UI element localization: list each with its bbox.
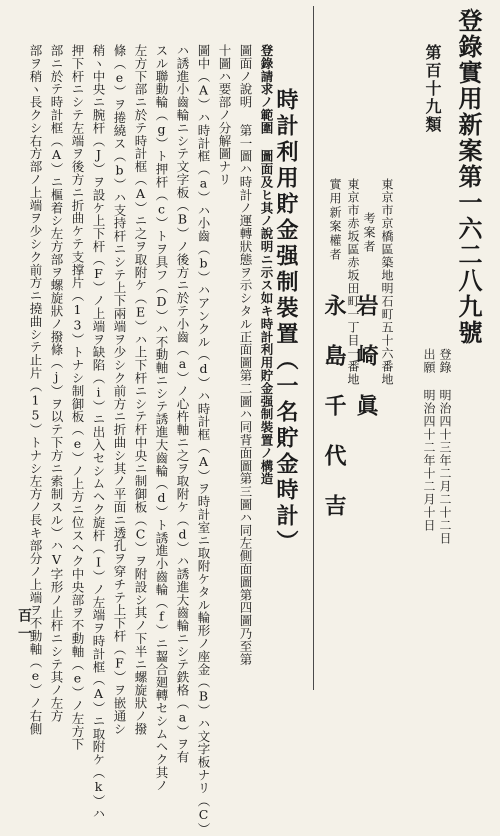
header-divider (313, 6, 314, 690)
body-column: 押下杆ニシテ左端ヲ後方ニ折曲ケテ支撑片（13）トナシ制御板（e）ノ上方ニ位スヘク中央部ヲ不動軸（e）ノ左方下 (70, 44, 85, 751)
inventor-name: 岩崎眞 (353, 294, 379, 444)
owner-role: 實用新案權者 (328, 178, 342, 262)
owner-address: 東京市赤坂區赤坂田町一丁目一番地 (346, 178, 360, 386)
application-date: 出願 明治四十二年十二月十日 (422, 348, 436, 532)
registration-date: 登錄 明治四十三年二月二十二日 (438, 348, 452, 545)
inventor-address: 東京市京橋區築地明石町五十六番地 (380, 178, 394, 386)
class-label: 第百十九類 (423, 44, 442, 134)
body-column: 條（e）ヲ捲繞ス（b）ハ支持杆ニシテ上下兩端ヲ少シク前方ニ折曲シ其ノ平面ニ透孔ヲ穿チテ上下杆（F）ヲ嵌通シ (112, 44, 127, 736)
registration-title: 登錄實用新案第一六二八九號 (454, 8, 483, 346)
body-column: 左方下部ニ於テ時計框（A）ニ之ヲ取附ケ（E）ハ上下杆ニシテ杆中央ニ制御板（C）ヲ附設シ其ノ下半ニ螺旋狀ノ撥 (133, 44, 148, 736)
body-column: 十圖ハ要部ノ分解圖ナリ (217, 44, 232, 186)
body-column: 圖面ノ說明 第一圖ハ時計ノ運轉狀態ヲ示シタル正面圖第二圖ハ同背面圖第三圖ハ同左側面圖第四圖乃至第 (238, 44, 253, 666)
body-column: 部ニ於テ時計框（A）ニ樞着シ左方部ヲ螺旋狀ノ撥條（j）ヲ以テ下方ニ索制スル）ハV字形ノ止杆ニシテ其ノ左方 (49, 44, 64, 723)
page-number: 百一 (16, 608, 32, 644)
body-column: 部ヲ稍ヽ長クシ右方部ノ上端ヲ少シク前方ニ撓曲シテ止片（15）トナシ左方ノ長キ部分ノ上端ヲ不動軸（e）ノ右側 (28, 44, 43, 736)
body-column: 登錄請求ノ範圍 圖面及ヒ其ノ說明ニ示ス如キ時計利用貯金强制裝置ノ構造 (259, 44, 274, 486)
body-column: ハ誘進小齒輪ニシテ文字板（B）ノ後方ニ於テ小齒（a）ノ心杵軸ニ之ヲ取附ケ（d）ハ誘進大齒輪ニシテ鉄格（a）ヲ有 (175, 44, 190, 764)
body-column: スル聯動輪（g）ト押杆（c）トヲ具フ（D）ハ不動軸ニシテ誘進大齒輪（d）ト誘進小齒輪（f）ニ齧合廻轉セシムヘク其ノ (154, 44, 169, 792)
invention-title: 時計利用貯金强制裝置（一名貯金時計） (273, 88, 299, 556)
body-column: 稍ヽ中央ニ腕杆（J）ヲ設ケ上下杆（F）ノ上端ヲ缺陷（i）ニ出入セシムヘク旋杆（I）ノ左端ヲ時計框（A）ニ取附ケ（k）ハ (91, 44, 106, 821)
owner-name: 永島千代吉 (321, 294, 347, 544)
inventor-role: 考案者 (362, 212, 376, 254)
body-column: 圖中（A）ハ時計框（a）ハ小齒（b）ハアンクル（d）ハ時計框（A）ヲ時計室ニ取附ケタル輪形ノ座金（B）ハ文字板ナリ（C） (196, 44, 211, 836)
